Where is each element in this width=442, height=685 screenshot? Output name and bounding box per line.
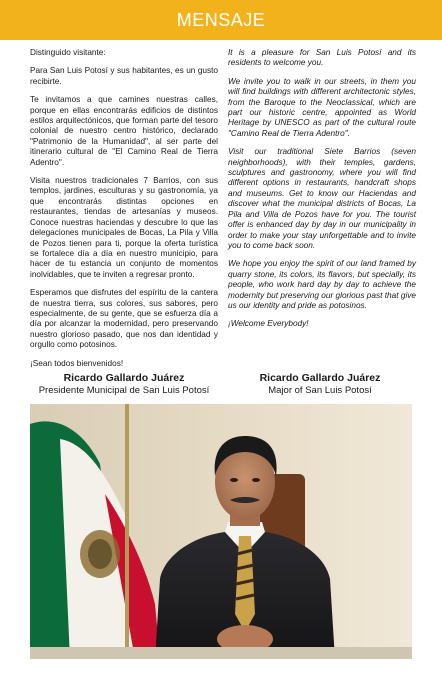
spanish-message-column: [30, 48, 218, 377]
paragraph: It is a pleasure for San Luis Potosí and its residents to welcome you.: [228, 48, 416, 68]
greeting: Distinguido visitante:: [30, 48, 106, 57]
signature-spanish: [26, 372, 222, 397]
portrait-illustration: [30, 404, 412, 659]
english-message-column: [228, 48, 416, 338]
signatory-name: Ricardo Gallardo Juárez: [259, 372, 381, 384]
closing: ¡Welcome Everybody!: [228, 319, 309, 329]
page-title: MENSAJE: [176, 9, 266, 30]
paragraph: We hope you enjoy the spirit of our land framed by quarry stone, its colors, its flavors, but specially, its people, who work hard day by day to achieve the modernity but preserving our glorious past that give us our identity and pride as potosinos.: [228, 259, 416, 310]
paragraph: Esperamos que disfrutes del espíritu de la cantera de nuestra tierra, sus colores, sus sabores, pero especialmente, de su gente, que se esfuerza día a día por alcanzar la modernidad, pero preservando nuestro glorioso pasado, que nos dan identidad y orgullo como potosinos.: [30, 288, 218, 350]
signatory-role: Presidente Municipal de San Luis Potosí: [38, 385, 210, 396]
paragraph: Visita nuestros tradicionales 7 Barrios, con sus templos, jardines, esculturas y su gastronomía, ya que encontrarás distintas opciones en restaurantes, tiendas de artesanías y museos. Conoce nuestras haciendas y descubre lo que las delegaciones municipales de Bocas, La Pila y Villa de Pozos tienen para ti, porque la oferta turística se fortalece día a día en nuestro municipio, para hacer de tu estancia un conjunto de momentos inolvidables, que te inviten a regresar pronto.: [30, 176, 218, 279]
signatory-role: Major of San Luis Potosí: [268, 385, 372, 396]
paragraph: Te invitamos a que camines nuestras calles, porque en ellas encontrarás edificios de distintos estilos arquitectónicos, que forman parte del tesoro colonial de nuestro centro histórico, declarado "Patrimonio de la Humanidad", al ser parte del itinerario cultural de "El Camino Real de Tierra Adentro".: [30, 95, 218, 167]
signature-english: [222, 372, 418, 397]
signatory-name: Ricardo Gallardo Juárez: [63, 372, 185, 384]
header-banner: [0, 0, 442, 40]
mayor-portrait-photo: [30, 404, 412, 659]
desk-edge: [30, 647, 412, 659]
closing: ¡Sean todos bienvenidos!: [30, 358, 124, 368]
paragraph: Para San Luis Potosí y sus habitantes, es un gusto recibirte.: [30, 66, 218, 86]
paragraph: We invite you to walk in our streets, in them you will find buildings with different architectonic styles, from the Baroque to the Neoclassical, which are part our historic centre, appointed as World Heritage by UNESCO as part of the cultural route "Camino Real de Tierra Adentro".: [228, 76, 416, 138]
paragraph: Visit our traditional Siete Barrios (seven neighborhoods), with their temples, gardens, sculptures and gastronomy, where you will find different options in restaurants, handcraft shops and museums. Get to know our Haciendas and discover what the municipal districts of Bocas, La Pila and Villa de Pozos have for you. The tourist offer is enhanced day by day in our municipality in order to make your stay unforgettable and to invite you to come back soon.: [228, 147, 416, 250]
